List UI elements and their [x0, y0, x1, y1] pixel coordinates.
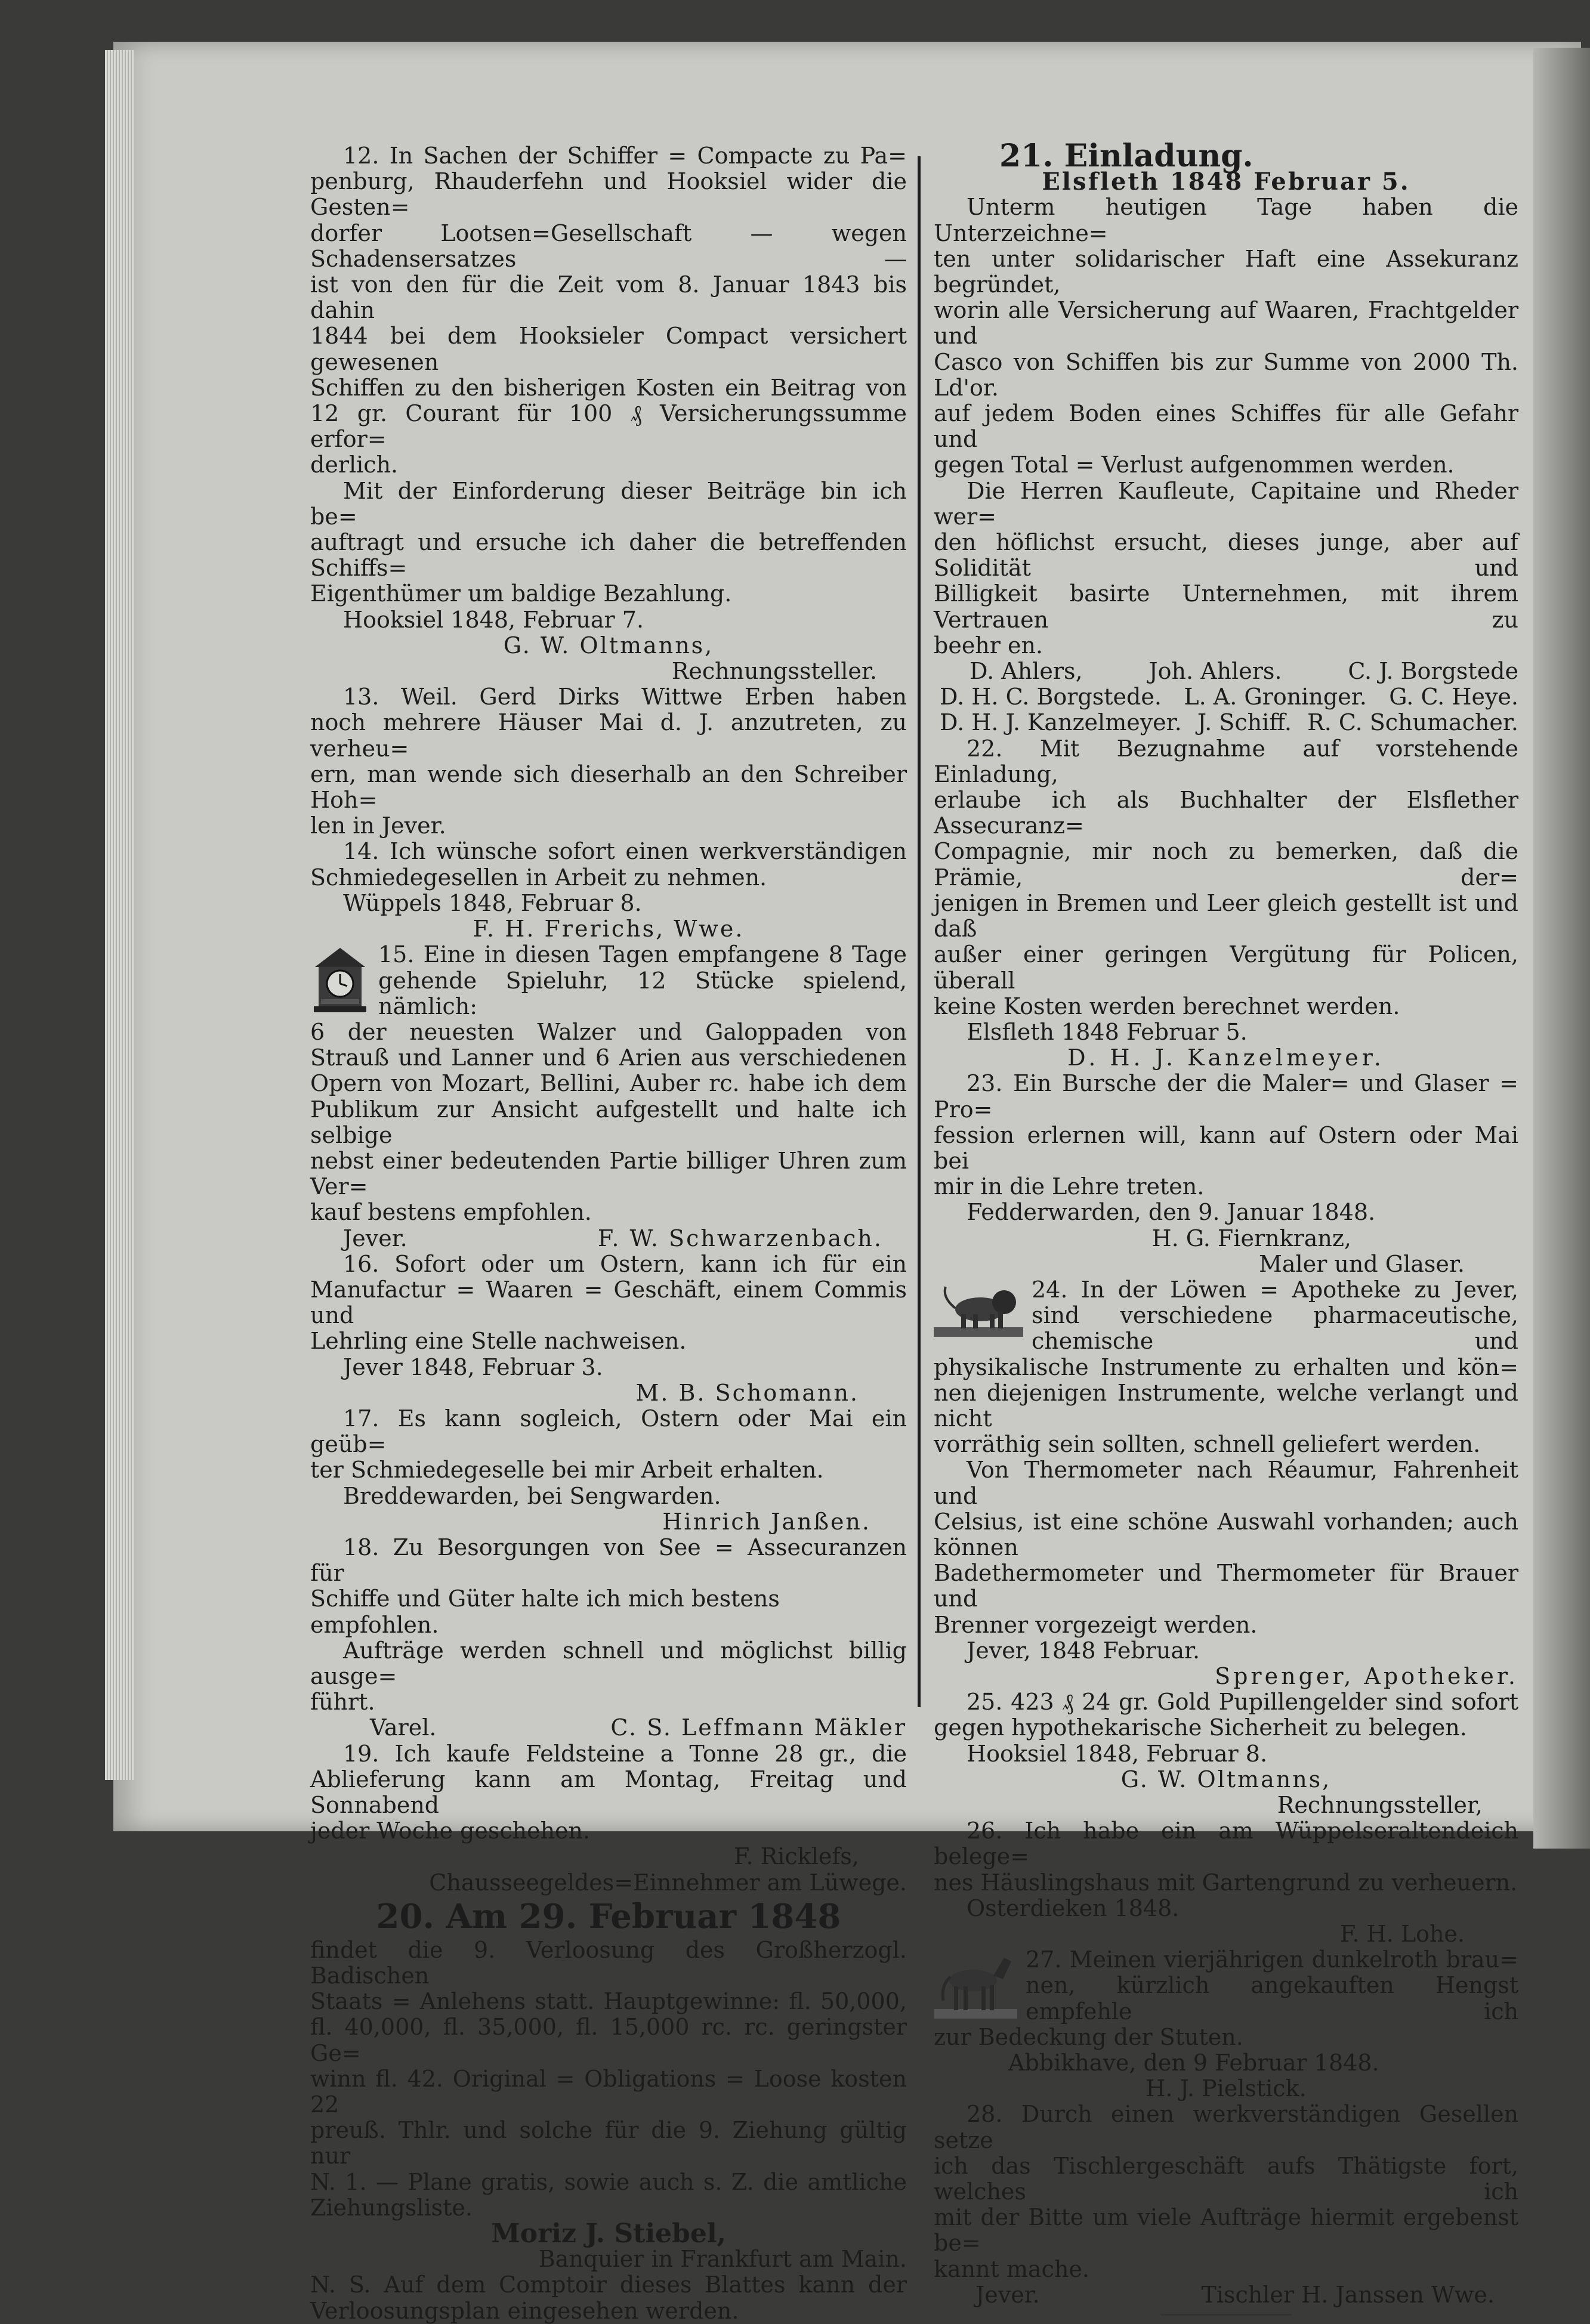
signatory-name: D. H. J. Kanzelmeyer. [940, 709, 1182, 736]
notice-19-title: Chausseegeldes=Einnehmer am Lüwege. [429, 1869, 907, 1896]
notice-19-signature: F. Ricklefs, [734, 1843, 859, 1870]
notice-21-names-row [934, 684, 1518, 710]
next-page-edge [1533, 48, 1590, 1849]
notice-21-line: Billigkeit basirte Unternehmen, mit ihrem Vertrauen zu [934, 580, 1518, 633]
notice-28-line: ich das Tischlergeschäft aufs Thätigste fort, welches ich [934, 2152, 1518, 2205]
notice-24-line: sind verschiedene pharmaceutische, chemische und [1032, 1302, 1518, 1355]
signatory-name: J. Schiff. [1197, 709, 1292, 736]
notice-24-line: physikalische Instrumente zu erhalten und kön= [934, 1353, 1518, 1380]
notice-12-line: dorfer Lootsen=Gesellschaft — wegen Schadensersatzes — [310, 220, 907, 272]
notice-24-line: nen diejenigen Instrumente, welche verlangt und nicht [934, 1379, 1518, 1432]
notice-20-title: Banquier in Frankfurt am Main. [538, 2246, 907, 2273]
notice-22-line: 22. Mit Bezugnahme auf vorstehende Einladung, [934, 735, 1518, 787]
notice-21-line: Casco von Schiffen bis zur Summe von 2000 Th. Ld'or. [934, 348, 1518, 401]
notice-24-place: Jever, 1848 Februar. [967, 1637, 1200, 1664]
notice-27-line: nen, kürzlich angekauften Hengst empfehle ich [1026, 1972, 1518, 2025]
notice-12-line: derlich. [310, 452, 399, 478]
notice-24-line: Von Thermometer nach Réaumur, Fahrenheit und [934, 1457, 1518, 1509]
notice-12-line: Mit der Einforderung dieser Beiträge bin ich be= [310, 477, 907, 530]
notice-15-signature: F. W. Schwarzenbach. [597, 1225, 883, 1251]
signatory-name: D. H. C. Borgstede. [940, 684, 1162, 710]
notice-14-place: Wüppels 1848, Februar 8. [343, 889, 642, 916]
notice-25 [934, 1689, 1518, 1818]
notice-12-signature: G. W. Oltmanns, [503, 632, 714, 659]
notice-15-line: 6 der neuesten Walzer und Galoppaden von [310, 1018, 907, 1045]
horse-icon [934, 1949, 1017, 2021]
notice-17 [310, 1406, 907, 1535]
notice-12-line: 1844 bei dem Hooksieler Compact versichert gewesenen [310, 323, 907, 375]
notice-23-line: mir in die Lehre treten. [934, 1173, 1205, 1200]
notice-13 [310, 684, 907, 839]
notice-19-line: Ablieferung kann am Montag, Freitag und Sonnabend [310, 1766, 907, 1818]
notice-13-line: ern, man wende sich dieserhalb an den Schreiber Hoh= [310, 761, 907, 814]
notice-12-place: Hooksiel 1848, Februar 7. [343, 606, 644, 633]
notice-28-line: kannt mache. [934, 2255, 1089, 2282]
notice-25-place: Hooksiel 1848, Februar 8. [967, 1740, 1268, 1767]
notice-15 [310, 942, 907, 1251]
notice-20-line: Verloosungsplan eingesehen werden. [310, 2297, 739, 2324]
notice-20-line: fl. 40,000, fl. 35,000, fl. 15,000 rc. rc. geringster Ge= [310, 2014, 907, 2066]
notice-21-line: gegen Total = Verlust aufgenommen werden. [934, 452, 1455, 478]
notice-27-line: zur Bedeckung der Stuten. [934, 2023, 1243, 2050]
notice-26-signature: F. H. Lohe. [1339, 1921, 1465, 1948]
notice-25-signature: G. W. Oltmanns, [1120, 1766, 1332, 1793]
notice-23 [934, 1071, 1518, 1277]
notice-18-footer [310, 1715, 907, 1741]
notice-16-line: 16. Sofort oder um Ostern, kann ich für ein [343, 1250, 907, 1277]
notice-15-line: gehende Spieluhr, 12 Stücke spielend, nämlich: [378, 967, 907, 1019]
notice-23-signature: H. G. Fiernkranz, [1151, 1225, 1351, 1251]
notice-12-line: 12 gr. Courant für 100 ₰ Versicherungssumme erfor= [310, 400, 907, 453]
notice-28-footer [934, 2282, 1518, 2308]
notice-22-signature: D. H. J. Kanzelmeyer. [1067, 1044, 1385, 1071]
notice-21-names-row [934, 710, 1518, 735]
notice-25-line: gegen hypothekarische Sicherheit zu belegen. [934, 1714, 1467, 1741]
notice-21-heading-text: 21. Einladung. [999, 138, 1254, 174]
notice-17-line: ter Schmiedegeselle bei mir Arbeit erhalten. [310, 1457, 824, 1484]
notice-18 [310, 1535, 907, 1741]
signatory-name: Joh. Ahlers. [1148, 658, 1282, 685]
notice-21-line: Die Herren Kaufleute, Capitaine und Rheder wer= [934, 477, 1518, 530]
notice-20-line: N. 1. — Plane gratis, sowie auch s. Z. die amtliche [310, 2168, 907, 2195]
notice-21-line: den höflichst ersucht, dieses junge, aber auf Solidität und [934, 529, 1518, 582]
notice-27-line: 27. Meinen vierjährigen dunkelroth brau= [1026, 1946, 1518, 1973]
notice-23-place: Fedderwarden, den 9. Januar 1848. [967, 1199, 1376, 1226]
notice-12-line: auftragt und ersuche ich daher die betreffenden Schiffs= [310, 529, 907, 582]
notice-14 [310, 839, 907, 942]
notice-22-line: erlaube ich als Buchhalter der Elsflether Assecuranz= [934, 787, 1518, 839]
notice-15-line: nebst einer bedeutenden Partie billiger Uhren zum Ver= [310, 1147, 907, 1200]
notice-24-line: 24. In der Löwen = Apotheke zu Jever, [1032, 1276, 1518, 1303]
notice-28-place: Jever. [975, 2281, 1040, 2308]
notice-19 [310, 1741, 907, 1896]
notice-14-line: Schmiedegesellen in Arbeit zu nehmen. [310, 864, 767, 891]
notice-15-line: kauf bestens empfohlen. [310, 1199, 592, 1226]
notice-12-line: ist von den für die Zeit vom 8. Januar 1843 bis dahin [310, 271, 907, 324]
notice-22-line: außer einer geringen Vergütung für Policen, überall [934, 941, 1518, 994]
signatory-name: C. J. Borgstede [1348, 658, 1518, 685]
notice-19-line: jeder Woche geschehen. [310, 1818, 591, 1844]
notice-21-line: beehr en. [934, 632, 1043, 659]
notice-12 [310, 143, 907, 684]
signatory-name: L. A. Groninger. [1184, 684, 1367, 710]
notice-20-line: findet die 9. Verloosung des Großherzogl. Badischen [310, 1936, 907, 1989]
notice-24-line: Brenner vorgezeigt werden. [934, 1611, 1258, 1638]
notice-28 [934, 2102, 1518, 2316]
notice-21-line: worin alle Versicherung auf Waaren, Frachtgelder und [934, 297, 1518, 350]
notice-26-place: Osterdieken 1848. [967, 1895, 1180, 1921]
notice-17-place: Breddewarden, bei Sengwarden. [343, 1482, 721, 1509]
notice-19-line: 19. Ich kaufe Feldsteine a Tonne 28 gr., die [343, 1740, 907, 1767]
notice-22 [934, 736, 1518, 1071]
notice-13-line: 13. Weil. Gerd Dirks Wittwe Erben haben [343, 684, 907, 710]
signatory-name: G. C. Heye. [1389, 684, 1518, 710]
notice-26-line: 26. Ich habe ein am Wüppelseraltendeich belege= [934, 1818, 1518, 1870]
notice-16-signature: M. B. Schomann. [635, 1379, 859, 1406]
notice-20 [310, 1896, 907, 2324]
notice-27 [934, 1947, 1518, 2102]
notice-18-line: Schiffe und Güter halte ich mich bestens empfohlen. [310, 1586, 780, 1638]
closing-rule [1160, 2314, 1292, 2316]
notice-14-signature: F. H. Frerichs, Wwe. [473, 916, 745, 942]
left-column [310, 143, 907, 2324]
notice-21-subheading: Elsfleth 1848 Februar 5. [1042, 168, 1410, 196]
notice-20-line: Staats = Anlehens statt. Hauptgewinne: fl. 50,000, [310, 1988, 907, 2015]
notice-27-place: Abbikhave, den 9 Februar 1848. [1008, 2050, 1379, 2076]
notice-16 [310, 1251, 907, 1406]
notice-18-line: Aufträge werden schnell und möglichst billig ausge= [310, 1637, 907, 1689]
notice-23-line: 23. Ein Bursche der die Maler= und Glaser = Pro= [934, 1070, 1518, 1123]
page-stack-edge [105, 50, 134, 1780]
lion-icon [934, 1280, 1023, 1339]
right-column [934, 138, 1518, 2316]
notice-22-line: jenigen in Bremen und Leer gleich gestellt ist und daß [934, 889, 1518, 942]
notice-12-line: Schiffen zu den bisherigen Kosten ein Beitrag von [310, 374, 907, 401]
notice-12-line: Eigenthümer um baldige Bezahlung. [310, 580, 732, 607]
signatory-name: R. C. Schumacher. [1307, 709, 1518, 736]
notice-28-line: mit der Bitte um viele Aufträge hiermit ergebenst be= [934, 2204, 1518, 2257]
notice-24-line: Celsius, ist eine schöne Auswahl vorhanden; auch können [934, 1508, 1518, 1560]
notice-27-signature: H. J. Pielstick. [1146, 2075, 1307, 2102]
notice-20-heading: 20. Am 29. Februar 1848 [376, 1896, 841, 1936]
notice-20-signature: Moriz J. Stiebel, [491, 2218, 726, 2249]
notice-21-names-row [934, 659, 1518, 684]
notice-26-line: nes Häuslingshaus mit Gartengrund zu verheuern. [934, 1869, 1518, 1896]
notice-28-signature: Tischler H. Janssen Wwe. [1201, 2281, 1495, 2308]
notice-12-line: penburg, Rhauderfehn und Hooksiel wider die Gesten= [310, 168, 907, 221]
notice-24-signature: Sprenger, Apotheker. [1215, 1662, 1518, 1689]
notice-12-title: Rechnungssteller. [671, 658, 877, 685]
notice-15-line: Strauß und Lanner und 6 Arien aus verschiedenen [310, 1044, 907, 1071]
notice-15-line: Publikum zur Ansicht aufgestellt und halte ich selbige [310, 1096, 907, 1148]
notice-15-footer [310, 1226, 907, 1251]
notice-24 [934, 1277, 1518, 1689]
notice-22-line: Compagnie, mir noch zu bemerken, daß die Prämie, der= [934, 838, 1518, 891]
notice-16-place: Jever 1848, Februar 3. [343, 1353, 603, 1380]
notice-13-line: noch mehrere Häuser Mai d. J. anzutreten, zu verheu= [310, 709, 907, 762]
notice-20-line: N. S. Auf dem Comptoir dieses Blattes kann der [310, 2272, 907, 2298]
notice-20-line: winn fl. 42. Original = Obligations = Loose kosten 22 [310, 2065, 907, 2118]
notice-23-line: fession erlernen will, kann auf Ostern oder Mai bei [934, 1121, 1518, 1174]
notice-21-line: ten unter solidarischer Haft eine Assekuranz begründet, [934, 245, 1518, 298]
notice-15-line: Opern von Mozart, Bellini, Auber rc. habe ich dem [310, 1070, 907, 1097]
notice-22-line: keine Kosten werden berechnet werden. [934, 993, 1400, 1019]
notice-20-line: Ziehungsliste. [310, 2194, 473, 2221]
notice-21-line: auf jedem Boden eines Schiffes für alle Gefahr und [934, 400, 1518, 453]
notice-17-line: 17. Es kann sogleich, Ostern oder Mai ein geüb= [310, 1405, 907, 1458]
notice-24-line: Badethermometer und Thermometer für Brauer und [934, 1560, 1518, 1612]
notice-18-line: 18. Zu Besorgungen von See = Assecuranzen für [310, 1534, 907, 1587]
notice-18-line: führt. [310, 1689, 375, 1716]
notice-24-line: vorräthig sein sollten, schnell geliefert werden. [934, 1431, 1481, 1458]
notice-25-title: Rechnungssteller, [1277, 1792, 1483, 1818]
notice-18-place: Varel. [370, 1714, 437, 1741]
column-divider [918, 156, 921, 1707]
notice-28-line: 28. Durch einen werkverständigen Gesellen setze [934, 2101, 1518, 2153]
notice-16-line: Lehrling eine Stelle nachweisen. [310, 1328, 687, 1355]
signatory-name: D. Ahlers, [970, 658, 1083, 685]
notice-17-signature: Hinrich Janßen. [662, 1508, 871, 1535]
notice-13-line: len in Jever. [310, 812, 446, 839]
notice-21 [934, 138, 1518, 736]
notice-21-heading [934, 138, 1518, 174]
notice-20-line: preuß. Thlr. und solche für die 9. Ziehung gültig nur [310, 2117, 907, 2170]
notice-14-line: 14. Ich wünsche sofort einen werkverständigen [343, 838, 907, 865]
notice-21-line: Unterm heutigen Tage haben die Unterzeichne= [934, 194, 1518, 246]
notice-18-signature: C. S. Leffmann Mäkler [610, 1714, 907, 1741]
notice-16-line: Manufactur = Waaren = Geschäft, einem Commis und [310, 1276, 907, 1329]
notice-12-line: 12. In Sachen der Schiffer = Compacte zu Pa= [343, 143, 907, 169]
notice-26 [934, 1818, 1518, 1947]
clock-icon [310, 944, 370, 1015]
notice-15-place: Jever. [343, 1225, 407, 1251]
notice-22-place: Elsfleth 1848 Februar 5. [967, 1018, 1248, 1045]
notice-25-line: 25. 423 ₰ 24 gr. Gold Pupillengelder sind sofort [967, 1689, 1518, 1716]
notice-15-line: 15. Eine in diesen Tagen empfangene 8 Tage [378, 941, 907, 968]
notice-23-title: Maler und Glaser. [1258, 1250, 1465, 1277]
